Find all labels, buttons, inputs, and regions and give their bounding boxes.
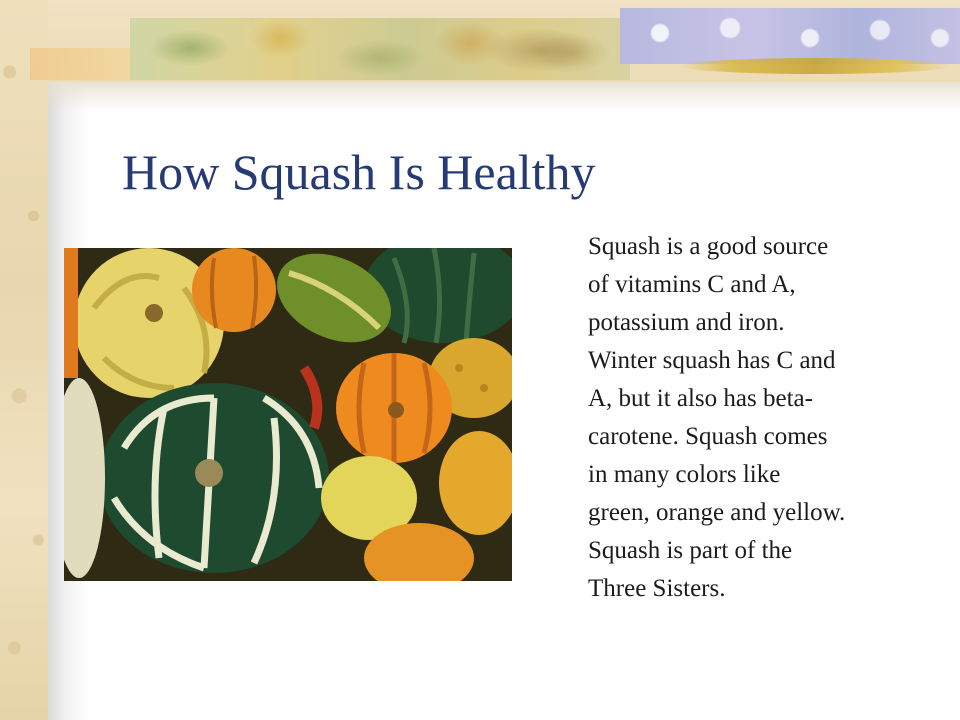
slide-title: How Squash Is Healthy (122, 144, 596, 200)
panel-shade (48, 82, 960, 112)
decorative-grass (680, 58, 950, 74)
squash-photo (64, 248, 512, 581)
decorative-flower-collage (620, 8, 960, 64)
decorative-leaf (480, 20, 600, 76)
parchment-left-border (0, 0, 48, 720)
body-text: Squash is a good source of vitamins C and A, potassium and iron. Winter squash has C and A, but it also has beta- carotene. Squash comes in many colors like green, orange and yellow. Squash is part of the Three Sisters. (588, 233, 846, 602)
